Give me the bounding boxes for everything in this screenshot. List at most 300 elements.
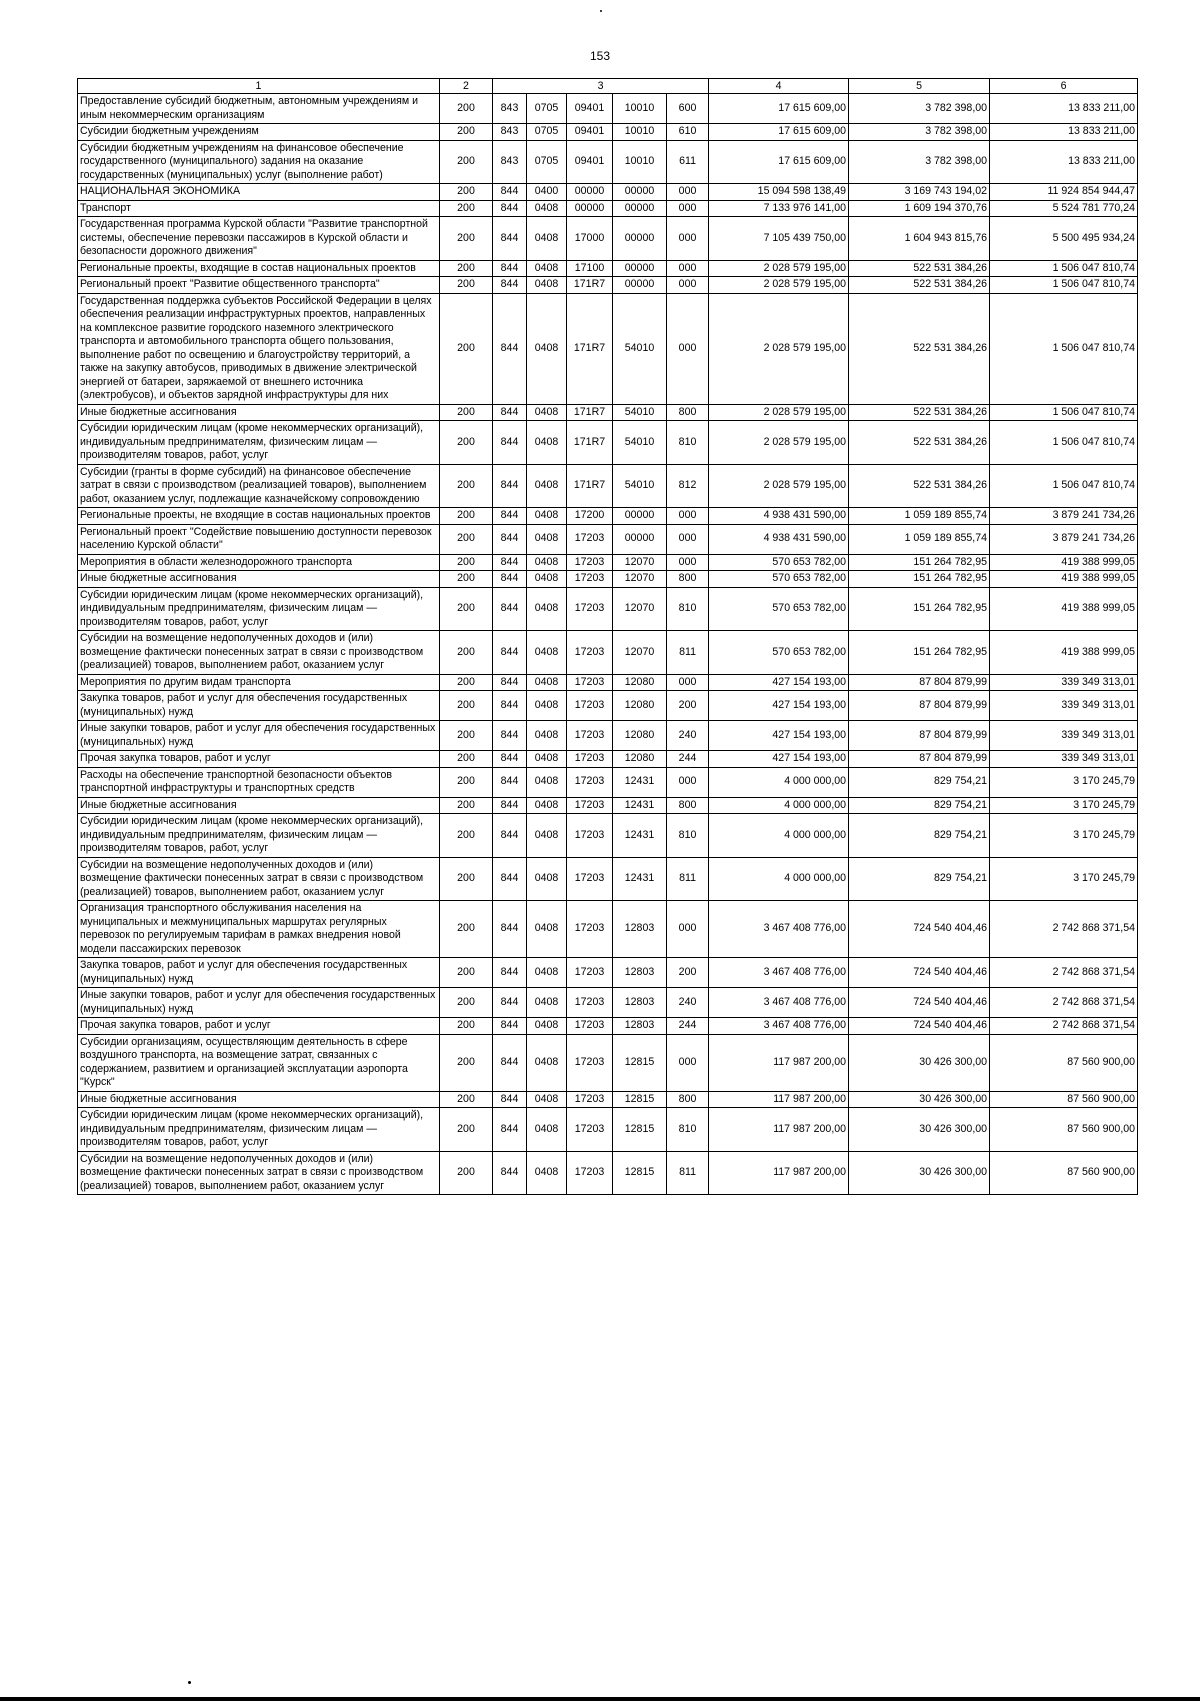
header-row: [78, 79, 1138, 94]
code-direction: 12431: [613, 814, 667, 858]
amount-col-6: 339 349 313,01: [990, 691, 1138, 721]
amount-col-6: 3 170 245,79: [990, 857, 1138, 901]
code-expense-type: 810: [667, 1108, 709, 1152]
col-2: 200: [440, 217, 493, 261]
code-section: 0408: [527, 260, 567, 277]
code-expense-type: 000: [667, 508, 709, 525]
code-program: 171R7: [567, 277, 613, 294]
code-grbs: 844: [493, 988, 527, 1018]
code-program: 17203: [567, 524, 613, 554]
amount-col-5: 87 804 879,99: [849, 674, 990, 691]
code-expense-type: 610: [667, 124, 709, 141]
code-grbs: 844: [493, 217, 527, 261]
row-name: Субсидии организациям, осуществляющим деятельность в сфере воздушного транспорта, на возмещение затрат, связанных с содержанием, развитием и организацией эксплуатации аэропорта "Курск": [78, 1034, 440, 1091]
amount-col-6: 419 388 999,05: [990, 554, 1138, 571]
code-expense-type: 810: [667, 814, 709, 858]
code-expense-type: 240: [667, 988, 709, 1018]
amount-col-6: 3 170 245,79: [990, 814, 1138, 858]
code-direction: 12080: [613, 721, 667, 751]
code-direction: 12803: [613, 958, 667, 988]
code-grbs: 844: [493, 260, 527, 277]
amount-col-4: 2 028 579 195,00: [709, 464, 849, 508]
code-direction: 00000: [613, 217, 667, 261]
table-row: [78, 857, 1138, 901]
amount-col-5: 522 531 384,26: [849, 421, 990, 465]
row-name: Иные бюджетные ассигнования: [78, 797, 440, 814]
amount-col-6: 87 560 900,00: [990, 1108, 1138, 1152]
code-expense-type: 000: [667, 554, 709, 571]
table-row: [78, 958, 1138, 988]
amount-col-5: 829 754,21: [849, 814, 990, 858]
row-name: Субсидии на возмещение недополученных доходов и (или) возмещение фактически понесенных затрат в связи с производством (реализацией) товаров, выполнением работ, оказанием услуг: [78, 631, 440, 675]
code-direction: 00000: [613, 184, 667, 201]
code-program: 171R7: [567, 404, 613, 421]
row-name: Иные закупки товаров, работ и услуг для обеспечения государственных (муниципальных) нужд: [78, 988, 440, 1018]
code-direction: 12431: [613, 797, 667, 814]
col-2: 200: [440, 554, 493, 571]
amount-col-4: 7 105 439 750,00: [709, 217, 849, 261]
amount-col-4: 4 000 000,00: [709, 857, 849, 901]
amount-col-4: 427 154 193,00: [709, 751, 849, 768]
amount-col-4: 17 615 609,00: [709, 140, 849, 184]
row-name: НАЦИОНАЛЬНАЯ ЭКОНОМИКА: [78, 184, 440, 201]
code-expense-type: 244: [667, 1018, 709, 1035]
code-grbs: 844: [493, 857, 527, 901]
code-expense-type: 000: [667, 1034, 709, 1091]
amount-col-6: 1 506 047 810,74: [990, 277, 1138, 294]
amount-col-6: 5 524 781 770,24: [990, 200, 1138, 217]
code-section: 0408: [527, 217, 567, 261]
code-grbs: 844: [493, 1151, 527, 1195]
code-direction: 10010: [613, 124, 667, 141]
code-direction: 12431: [613, 857, 667, 901]
amount-col-4: 7 133 976 141,00: [709, 200, 849, 217]
code-program: 17200: [567, 508, 613, 525]
row-name: Региональный проект "Развитие общественного транспорта": [78, 277, 440, 294]
code-expense-type: 800: [667, 797, 709, 814]
table-row: [78, 217, 1138, 261]
col-2: 200: [440, 691, 493, 721]
row-name: Субсидии юридическим лицам (кроме некоммерческих организаций), индивидуальным предпринимателям, физическим лицам — производителям товаров, работ, услуг: [78, 587, 440, 631]
row-name: Иные закупки товаров, работ и услуг для обеспечения государственных (муниципальных) нужд: [78, 721, 440, 751]
code-expense-type: 811: [667, 631, 709, 675]
amount-col-6: 339 349 313,01: [990, 721, 1138, 751]
code-section: 0400: [527, 184, 567, 201]
table-row: [78, 1151, 1138, 1195]
code-section: 0408: [527, 721, 567, 751]
code-grbs: 843: [493, 124, 527, 141]
col-2: 200: [440, 587, 493, 631]
code-grbs: 843: [493, 94, 527, 124]
code-section: 0408: [527, 1091, 567, 1108]
code-grbs: 844: [493, 404, 527, 421]
amount-col-5: 30 426 300,00: [849, 1108, 990, 1152]
amount-col-4: 3 467 408 776,00: [709, 1018, 849, 1035]
amount-col-6: 3 879 241 734,26: [990, 524, 1138, 554]
code-direction: 12803: [613, 1018, 667, 1035]
amount-col-5: 1 059 189 855,74: [849, 508, 990, 525]
table-row: [78, 751, 1138, 768]
amount-col-6: 13 833 211,00: [990, 94, 1138, 124]
code-program: 17203: [567, 587, 613, 631]
amount-col-5: 829 754,21: [849, 857, 990, 901]
amount-col-4: 4 938 431 590,00: [709, 508, 849, 525]
code-section: 0408: [527, 691, 567, 721]
amount-col-6: 1 506 047 810,74: [990, 404, 1138, 421]
amount-col-6: 419 388 999,05: [990, 571, 1138, 588]
amount-col-5: 30 426 300,00: [849, 1034, 990, 1091]
amount-col-5: 724 540 404,46: [849, 958, 990, 988]
code-direction: 00000: [613, 277, 667, 294]
table-row: [78, 184, 1138, 201]
row-name: Региональные проекты, входящие в состав национальных проектов: [78, 260, 440, 277]
row-name: Закупка товаров, работ и услуг для обеспечения государственных (муниципальных) нужд: [78, 958, 440, 988]
col-2: 200: [440, 124, 493, 141]
amount-col-5: 829 754,21: [849, 767, 990, 797]
header-col-2: 2: [440, 79, 493, 94]
row-name: Субсидии юридическим лицам (кроме некоммерческих организаций), индивидуальным предпринимателям, физическим лицам — производителям товаров, работ, услуг: [78, 1108, 440, 1152]
col-2: 200: [440, 464, 493, 508]
row-name: Транспорт: [78, 200, 440, 217]
table-row: [78, 524, 1138, 554]
code-direction: 00000: [613, 200, 667, 217]
amount-col-4: 570 653 782,00: [709, 631, 849, 675]
amount-col-5: 1 604 943 815,76: [849, 217, 990, 261]
amount-col-5: 724 540 404,46: [849, 988, 990, 1018]
col-2: 200: [440, 901, 493, 958]
table-row: [78, 94, 1138, 124]
code-direction: 12815: [613, 1034, 667, 1091]
code-grbs: 844: [493, 464, 527, 508]
budget-table: [77, 78, 1138, 1195]
amount-col-6: 1 506 047 810,74: [990, 260, 1138, 277]
scan-speck: [188, 1681, 191, 1684]
code-section: 0705: [527, 140, 567, 184]
row-name: Региональные проекты, не входящие в состав национальных проектов: [78, 508, 440, 525]
amount-col-5: 522 531 384,26: [849, 260, 990, 277]
amount-col-5: 3 782 398,00: [849, 140, 990, 184]
code-grbs: 844: [493, 421, 527, 465]
amount-col-6: 87 560 900,00: [990, 1151, 1138, 1195]
code-direction: 12815: [613, 1091, 667, 1108]
code-expense-type: 000: [667, 767, 709, 797]
row-name: Предоставление субсидий бюджетным, автономным учреждениям и иным некоммерческим организациям: [78, 94, 440, 124]
col-2: 200: [440, 184, 493, 201]
scan-bottom-edge: [0, 1697, 1200, 1701]
code-program: 17203: [567, 814, 613, 858]
row-name: Субсидии юридическим лицам (кроме некоммерческих организаций), индивидуальным предпринимателям, физическим лицам — производителям товаров, работ, услуг: [78, 814, 440, 858]
code-expense-type: 812: [667, 464, 709, 508]
code-grbs: 844: [493, 751, 527, 768]
code-grbs: 844: [493, 674, 527, 691]
code-program: 17203: [567, 554, 613, 571]
code-direction: 54010: [613, 404, 667, 421]
code-program: 171R7: [567, 464, 613, 508]
scan-speck-top: [600, 10, 602, 12]
code-grbs: 844: [493, 767, 527, 797]
code-grbs: 843: [493, 140, 527, 184]
code-section: 0408: [527, 1151, 567, 1195]
code-direction: 10010: [613, 140, 667, 184]
table-row: [78, 631, 1138, 675]
amount-col-5: 829 754,21: [849, 797, 990, 814]
amount-col-6: 1 506 047 810,74: [990, 421, 1138, 465]
amount-col-4: 570 653 782,00: [709, 571, 849, 588]
code-expense-type: 000: [667, 184, 709, 201]
code-section: 0408: [527, 988, 567, 1018]
table-row: [78, 554, 1138, 571]
code-section: 0408: [527, 404, 567, 421]
code-expense-type: 000: [667, 260, 709, 277]
row-name: Государственная поддержка субъектов Российской Федерации в целях обеспечения реализации инфраструктурных проектов, направленных на комплексное развитие городского наземного электрического транспорта и автомобильного транспорта общего пользования, выполнение работ по освещению и благоустройству территорий, а также на закупку автобусов, приводимых в движение электрической энергией от батареи, заряжаемой от внешнего источника (электробусов), и объектов зарядной инфраструктуры для них: [78, 293, 440, 404]
code-section: 0408: [527, 421, 567, 465]
code-section: 0408: [527, 1034, 567, 1091]
code-section: 0408: [527, 464, 567, 508]
code-direction: 00000: [613, 260, 667, 277]
code-section: 0408: [527, 587, 567, 631]
col-2: 200: [440, 857, 493, 901]
code-program: 17203: [567, 1091, 613, 1108]
code-program: 17203: [567, 1034, 613, 1091]
table-row: [78, 797, 1138, 814]
amount-col-4: 570 653 782,00: [709, 587, 849, 631]
code-expense-type: 800: [667, 1091, 709, 1108]
col-2: 200: [440, 1018, 493, 1035]
code-direction: 12815: [613, 1108, 667, 1152]
amount-col-4: 4 000 000,00: [709, 767, 849, 797]
amount-col-4: 3 467 408 776,00: [709, 988, 849, 1018]
amount-col-4: 427 154 193,00: [709, 721, 849, 751]
code-program: 17203: [567, 1018, 613, 1035]
code-expense-type: 611: [667, 140, 709, 184]
table-row: [78, 1034, 1138, 1091]
code-expense-type: 800: [667, 571, 709, 588]
col-2: 200: [440, 421, 493, 465]
table-row: [78, 1091, 1138, 1108]
amount-col-6: 1 506 047 810,74: [990, 464, 1138, 508]
code-grbs: 844: [493, 293, 527, 404]
amount-col-4: 2 028 579 195,00: [709, 277, 849, 294]
code-program: 00000: [567, 200, 613, 217]
header-col-1: 1: [78, 79, 440, 94]
amount-col-4: 4 000 000,00: [709, 797, 849, 814]
code-expense-type: 811: [667, 1151, 709, 1195]
amount-col-5: 151 264 782,95: [849, 631, 990, 675]
amount-col-6: 2 742 868 371,54: [990, 988, 1138, 1018]
amount-col-6: 87 560 900,00: [990, 1091, 1138, 1108]
amount-col-6: 13 833 211,00: [990, 124, 1138, 141]
col-2: 200: [440, 721, 493, 751]
amount-col-6: 339 349 313,01: [990, 674, 1138, 691]
amount-col-4: 117 987 200,00: [709, 1091, 849, 1108]
code-direction: 12431: [613, 767, 667, 797]
row-name: Закупка товаров, работ и услуг для обеспечения государственных (муниципальных) нужд: [78, 691, 440, 721]
code-direction: 54010: [613, 464, 667, 508]
amount-col-5: 3 169 743 194,02: [849, 184, 990, 201]
code-section: 0408: [527, 1108, 567, 1152]
table-row: [78, 404, 1138, 421]
code-section: 0408: [527, 958, 567, 988]
row-name: Расходы на обеспечение транспортной безопасности объектов транспортной инфраструктуры и транспортных средств: [78, 767, 440, 797]
header-col-4: 4: [709, 79, 849, 94]
table-row: [78, 691, 1138, 721]
row-name: Иные бюджетные ассигнования: [78, 1091, 440, 1108]
table-row: [78, 1108, 1138, 1152]
code-grbs: 844: [493, 958, 527, 988]
row-name: Мероприятия по другим видам транспорта: [78, 674, 440, 691]
code-grbs: 844: [493, 1018, 527, 1035]
amount-col-5: 3 782 398,00: [849, 94, 990, 124]
col-2: 200: [440, 140, 493, 184]
code-grbs: 844: [493, 631, 527, 675]
code-grbs: 844: [493, 554, 527, 571]
table-row: [78, 293, 1138, 404]
amount-col-6: 87 560 900,00: [990, 1034, 1138, 1091]
code-program: 17203: [567, 988, 613, 1018]
code-grbs: 844: [493, 691, 527, 721]
col-2: 200: [440, 797, 493, 814]
code-grbs: 844: [493, 721, 527, 751]
code-section: 0408: [527, 293, 567, 404]
code-grbs: 844: [493, 184, 527, 201]
code-section: 0408: [527, 814, 567, 858]
amount-col-5: 522 531 384,26: [849, 464, 990, 508]
amount-col-6: 339 349 313,01: [990, 751, 1138, 768]
code-expense-type: 000: [667, 200, 709, 217]
code-direction: 54010: [613, 293, 667, 404]
table-row: [78, 571, 1138, 588]
row-name: Субсидии на возмещение недополученных доходов и (или) возмещение фактически понесенных затрат в связи с производством (реализацией) товаров, выполнением работ, оказанием услуг: [78, 1151, 440, 1195]
table-row: [78, 277, 1138, 294]
table-row: [78, 260, 1138, 277]
amount-col-4: 17 615 609,00: [709, 94, 849, 124]
table-row: [78, 674, 1138, 691]
row-name: Прочая закупка товаров, работ и услуг: [78, 751, 440, 768]
code-grbs: 844: [493, 1034, 527, 1091]
code-section: 0408: [527, 508, 567, 525]
amount-col-6: 5 500 495 934,24: [990, 217, 1138, 261]
amount-col-5: 87 804 879,99: [849, 721, 990, 751]
code-direction: 00000: [613, 508, 667, 525]
amount-col-4: 2 028 579 195,00: [709, 421, 849, 465]
row-name: Государственная программа Курской области "Развитие транспортной системы, обеспечение перевозки пассажиров в Курской области и безопасности дорожного движения": [78, 217, 440, 261]
table-row: [78, 767, 1138, 797]
code-expense-type: 000: [667, 217, 709, 261]
table-row: [78, 421, 1138, 465]
amount-col-4: 117 987 200,00: [709, 1151, 849, 1195]
col-2: 200: [440, 1151, 493, 1195]
col-2: 200: [440, 767, 493, 797]
header-col-3: 3: [493, 79, 709, 94]
amount-col-6: 11 924 854 944,47: [990, 184, 1138, 201]
amount-col-5: 30 426 300,00: [849, 1151, 990, 1195]
col-2: 200: [440, 571, 493, 588]
code-grbs: 844: [493, 1091, 527, 1108]
amount-col-4: 15 094 598 138,49: [709, 184, 849, 201]
code-section: 0705: [527, 124, 567, 141]
code-expense-type: 800: [667, 404, 709, 421]
col-2: 200: [440, 631, 493, 675]
code-grbs: 844: [493, 1108, 527, 1152]
code-expense-type: 200: [667, 958, 709, 988]
code-section: 0408: [527, 797, 567, 814]
code-expense-type: 000: [667, 293, 709, 404]
amount-col-5: 522 531 384,26: [849, 404, 990, 421]
code-program: 09401: [567, 94, 613, 124]
row-name: Субсидии (гранты в форме субсидий) на финансовое обеспечение затрат в связи с производством (реализацией товаров), выполнением работ, оказанием услуг, подлежащие казначейскому сопровождению: [78, 464, 440, 508]
amount-col-6: 2 742 868 371,54: [990, 901, 1138, 958]
table-row: [78, 464, 1138, 508]
code-direction: 12070: [613, 631, 667, 675]
code-program: 17203: [567, 721, 613, 751]
row-name: Прочая закупка товаров, работ и услуг: [78, 1018, 440, 1035]
code-section: 0408: [527, 857, 567, 901]
amount-col-4: 570 653 782,00: [709, 554, 849, 571]
table-row: [78, 721, 1138, 751]
table-row: [78, 508, 1138, 525]
code-grbs: 844: [493, 200, 527, 217]
code-grbs: 844: [493, 277, 527, 294]
amount-col-4: 17 615 609,00: [709, 124, 849, 141]
col-2: 200: [440, 1034, 493, 1091]
code-expense-type: 810: [667, 421, 709, 465]
row-name: Иные бюджетные ассигнования: [78, 571, 440, 588]
code-section: 0408: [527, 524, 567, 554]
amount-col-6: 419 388 999,05: [990, 631, 1138, 675]
code-program: 171R7: [567, 421, 613, 465]
code-program: 09401: [567, 140, 613, 184]
amount-col-4: 3 467 408 776,00: [709, 901, 849, 958]
code-expense-type: 240: [667, 721, 709, 751]
code-program: 17203: [567, 674, 613, 691]
col-2: 200: [440, 200, 493, 217]
header-col-5: 5: [849, 79, 990, 94]
code-expense-type: 200: [667, 691, 709, 721]
row-name: Мероприятия в области железнодорожного транспорта: [78, 554, 440, 571]
amount-col-5: 30 426 300,00: [849, 1091, 990, 1108]
col-2: 200: [440, 524, 493, 554]
table-row: [78, 814, 1138, 858]
header-col-6: 6: [990, 79, 1138, 94]
amount-col-6: 1 506 047 810,74: [990, 293, 1138, 404]
amount-col-4: 3 467 408 776,00: [709, 958, 849, 988]
code-direction: 12803: [613, 901, 667, 958]
code-program: 17203: [567, 797, 613, 814]
code-section: 0408: [527, 901, 567, 958]
table-row: [78, 587, 1138, 631]
amount-col-4: 117 987 200,00: [709, 1034, 849, 1091]
amount-col-5: 1 059 189 855,74: [849, 524, 990, 554]
code-expense-type: 000: [667, 901, 709, 958]
row-name: Иные бюджетные ассигнования: [78, 404, 440, 421]
amount-col-4: 117 987 200,00: [709, 1108, 849, 1152]
row-name: Субсидии на возмещение недополученных доходов и (или) возмещение фактически понесенных затрат в связи с производством (реализацией) товаров, выполнением работ, оказанием услуг: [78, 857, 440, 901]
code-grbs: 844: [493, 901, 527, 958]
col-2: 200: [440, 814, 493, 858]
table-row: [78, 200, 1138, 217]
code-expense-type: 244: [667, 751, 709, 768]
col-2: 200: [440, 94, 493, 124]
amount-col-5: 522 531 384,26: [849, 277, 990, 294]
amount-col-5: 522 531 384,26: [849, 293, 990, 404]
amount-col-5: 87 804 879,99: [849, 751, 990, 768]
col-2: 200: [440, 958, 493, 988]
code-direction: 12080: [613, 751, 667, 768]
amount-col-4: 427 154 193,00: [709, 674, 849, 691]
code-direction: 12815: [613, 1151, 667, 1195]
code-expense-type: 810: [667, 587, 709, 631]
code-program: 17203: [567, 631, 613, 675]
